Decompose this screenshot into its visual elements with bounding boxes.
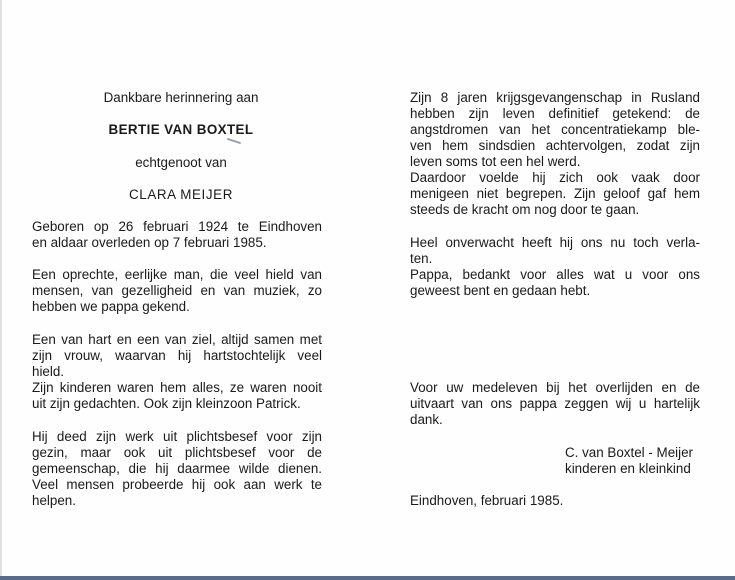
- paragraph-line: Veel mensen probeerde hij ook aan werk te: [32, 477, 322, 492]
- paragraph-line: Een oprechte, eerlijke man, die veel hield van: [32, 267, 322, 282]
- paragraph-line: uit zijn gedachten. Ook zijn kleinzoon Patrick.: [32, 396, 301, 411]
- paragraph-line: en aldaar overleden op 7 februari 1985.: [32, 235, 267, 250]
- paragraph-line: Heel onverwacht heeft hij ons nu toch verla-: [410, 235, 700, 250]
- paragraph-line: uitvaart van ons pappa zeggen wij u hartelijk: [410, 396, 700, 411]
- paragraph-line: leven soms tot een hel werd.: [410, 154, 581, 169]
- paragraph-line: gemeenschap, die hij daarmee wilde dienen.: [32, 461, 322, 476]
- paragraph-line: dank.: [410, 412, 443, 427]
- paragraph-line: zijn vrouw, waarvan hij hartstochtelijk veel: [32, 348, 322, 363]
- signature-line: kinderen en kleinkind: [565, 461, 691, 476]
- ink-mark: [227, 138, 241, 144]
- card-edge-left: [0, 0, 2, 580]
- paragraph-line: menigeen niet begrepen. Zijn geloof gaf hem: [410, 186, 700, 201]
- card-edge-bottom: [0, 576, 735, 580]
- relation-text: echtgenoot van: [135, 155, 227, 170]
- paragraph-line: hebben we pappa gekend.: [32, 299, 190, 314]
- paragraph-line: Geboren op 26 februari 1924 te Eindhoven: [32, 219, 322, 234]
- paragraph-line: Pappa, bedankt voor alles wat u voor ons: [410, 267, 700, 282]
- place-date: Eindhoven, februari 1985.: [410, 493, 564, 508]
- paragraph-line: Voor uw medeleven bij het overlijden en de: [410, 380, 700, 395]
- paragraph-line: ven hem sindsdien achtervolgen, zodat zijn: [410, 138, 700, 153]
- paragraph-line: Een van hart en een van ziel, altijd samen met: [32, 332, 322, 347]
- signature-line: C. van Boxtel - Meijer: [565, 445, 693, 460]
- paragraph-line: Daardoor voelde hij zich ook vaak door: [410, 170, 700, 185]
- paragraph-line: Zijn 8 jaren krijgsgevangenschap in Rusland: [410, 90, 700, 105]
- paragraph-line: hebben zijn leven definitief getekend: de: [410, 106, 700, 121]
- paragraph-line: steeds de kracht om nog door te gaan.: [410, 202, 640, 217]
- paragraph-line: gezin, maar ook uit plichtsbesef voor de: [32, 445, 322, 460]
- paragraph-line: geweest bent en gedaan hebt.: [410, 283, 591, 298]
- heading: Dankbare herinnering aan: [103, 90, 259, 105]
- paragraph-line: hield.: [32, 364, 65, 379]
- deceased-name: BERTIE VAN BOXTEL: [108, 122, 254, 137]
- paragraph-line: mensen, van gezelligheid en van muziek, zo: [32, 283, 322, 298]
- spouse-name: CLARA MEIJER: [129, 187, 233, 202]
- paragraph-line: helpen.: [32, 493, 76, 508]
- paragraph-line: angstdromen van het concentratiekamp ble-: [410, 122, 700, 137]
- paragraph-line: Hij deed zijn werk uit plichtsbesef voor zijn: [32, 429, 322, 444]
- paragraph-line: ten.: [410, 251, 433, 266]
- paragraph-line: Zijn kinderen waren hem alles, ze waren nooit: [32, 380, 322, 395]
